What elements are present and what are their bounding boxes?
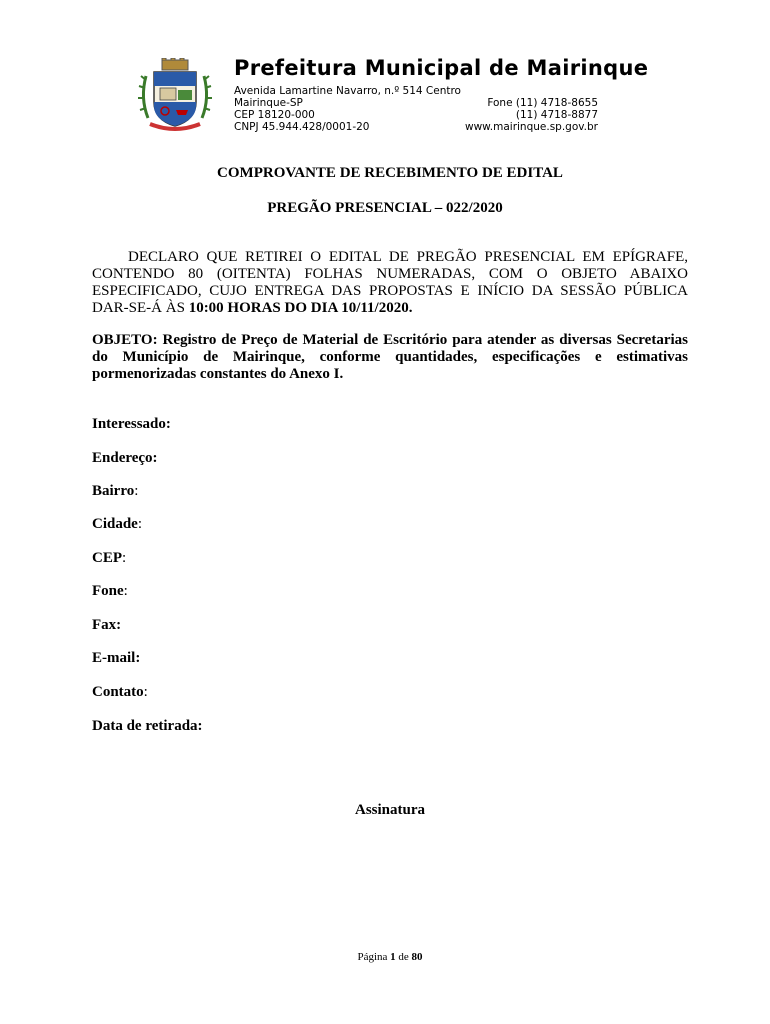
header-city: Mairinque-SP bbox=[234, 97, 303, 109]
header-website: www.mairinque.sp.gov.br bbox=[464, 121, 598, 133]
municipal-crest-icon bbox=[138, 58, 212, 132]
object-paragraph bbox=[92, 332, 688, 383]
header-cnpj: CNPJ 45.944.428/0001-20 bbox=[234, 121, 370, 133]
form-field-row bbox=[92, 684, 148, 701]
declaration-datetime: 10:00 HORAS DO DIA 10/11/2020. bbox=[188, 300, 413, 316]
form-field-label: Interessado: bbox=[92, 416, 171, 432]
org-name: Prefeitura Municipal de Mairinque bbox=[234, 56, 649, 80]
form-field-row bbox=[92, 450, 158, 467]
form-field-row bbox=[92, 483, 138, 500]
form-field-row bbox=[92, 416, 171, 433]
form-field-suffix: : bbox=[122, 550, 127, 566]
form-field-suffix: : bbox=[134, 483, 139, 499]
header-phone1: Fone (11) 4718-8655 bbox=[487, 97, 598, 109]
form-field-label: Cidade bbox=[92, 516, 138, 532]
form-field-suffix: : bbox=[123, 583, 128, 599]
form-field-row bbox=[92, 650, 140, 667]
form-field-row bbox=[92, 516, 142, 533]
form-field-label: Fone bbox=[92, 583, 124, 599]
document-title: COMPROVANTE DE RECEBIMENTO DE EDITAL bbox=[217, 165, 563, 181]
form-field-label: Bairro bbox=[92, 483, 135, 499]
form-field-label: Fax: bbox=[92, 617, 122, 633]
declaration-text: DECLARO QUE RETIREI O EDITAL DE PREGÃO PRESENCIAL EM EPÍGRAFE, CONTENDO 80 (OITENTA) FOLHAS NUMERADAS, COM O OBJETO ABAIXO ESPECIFICADO, CUJO ENTREGA DAS PROPOSTAS E INÍCIO DA SESSÃO PÚBLICA DAR-SE-Á ÀS bbox=[92, 249, 688, 316]
signature-label: Assinatura bbox=[354, 802, 425, 818]
form-field-label: E-mail: bbox=[92, 650, 141, 666]
page-number: 1 bbox=[390, 951, 396, 963]
header-cep: CEP 18120-000 bbox=[234, 109, 315, 121]
object-label: OBJETO: bbox=[92, 332, 158, 348]
form-field-suffix: : bbox=[137, 516, 143, 532]
object-text: Registro de Preço de Material de Escritório para atender as diversas Secretarias do Município de Mairinque, conforme quantidades, especificações e estimativas pormenorizadas constantes do Anexo I. bbox=[92, 332, 688, 382]
document-subtitle: PREGÃO PRESENCIAL – 022/2020 bbox=[267, 200, 503, 216]
page-label: Página bbox=[357, 951, 388, 963]
form-field-row bbox=[92, 718, 203, 735]
declaration-paragraph bbox=[92, 249, 688, 317]
page-footer bbox=[0, 951, 770, 963]
form-field-suffix: : bbox=[143, 684, 148, 700]
page-of: de bbox=[398, 951, 409, 963]
form-field-row bbox=[92, 617, 121, 634]
letterhead bbox=[138, 56, 649, 136]
header-address: Avenida Lamartine Navarro, n.º 514 Centro bbox=[234, 85, 461, 97]
page-total: 80 bbox=[411, 951, 423, 963]
form-field-label: CEP bbox=[92, 550, 122, 566]
form-field-label: Data de retirada: bbox=[92, 718, 203, 734]
form-field-label: Endereço: bbox=[92, 450, 158, 466]
form-field-row bbox=[92, 550, 126, 567]
form-field-label: Contato bbox=[92, 684, 144, 700]
header-phone2: (11) 4718-8877 bbox=[515, 109, 598, 121]
form-field-row bbox=[92, 583, 128, 600]
